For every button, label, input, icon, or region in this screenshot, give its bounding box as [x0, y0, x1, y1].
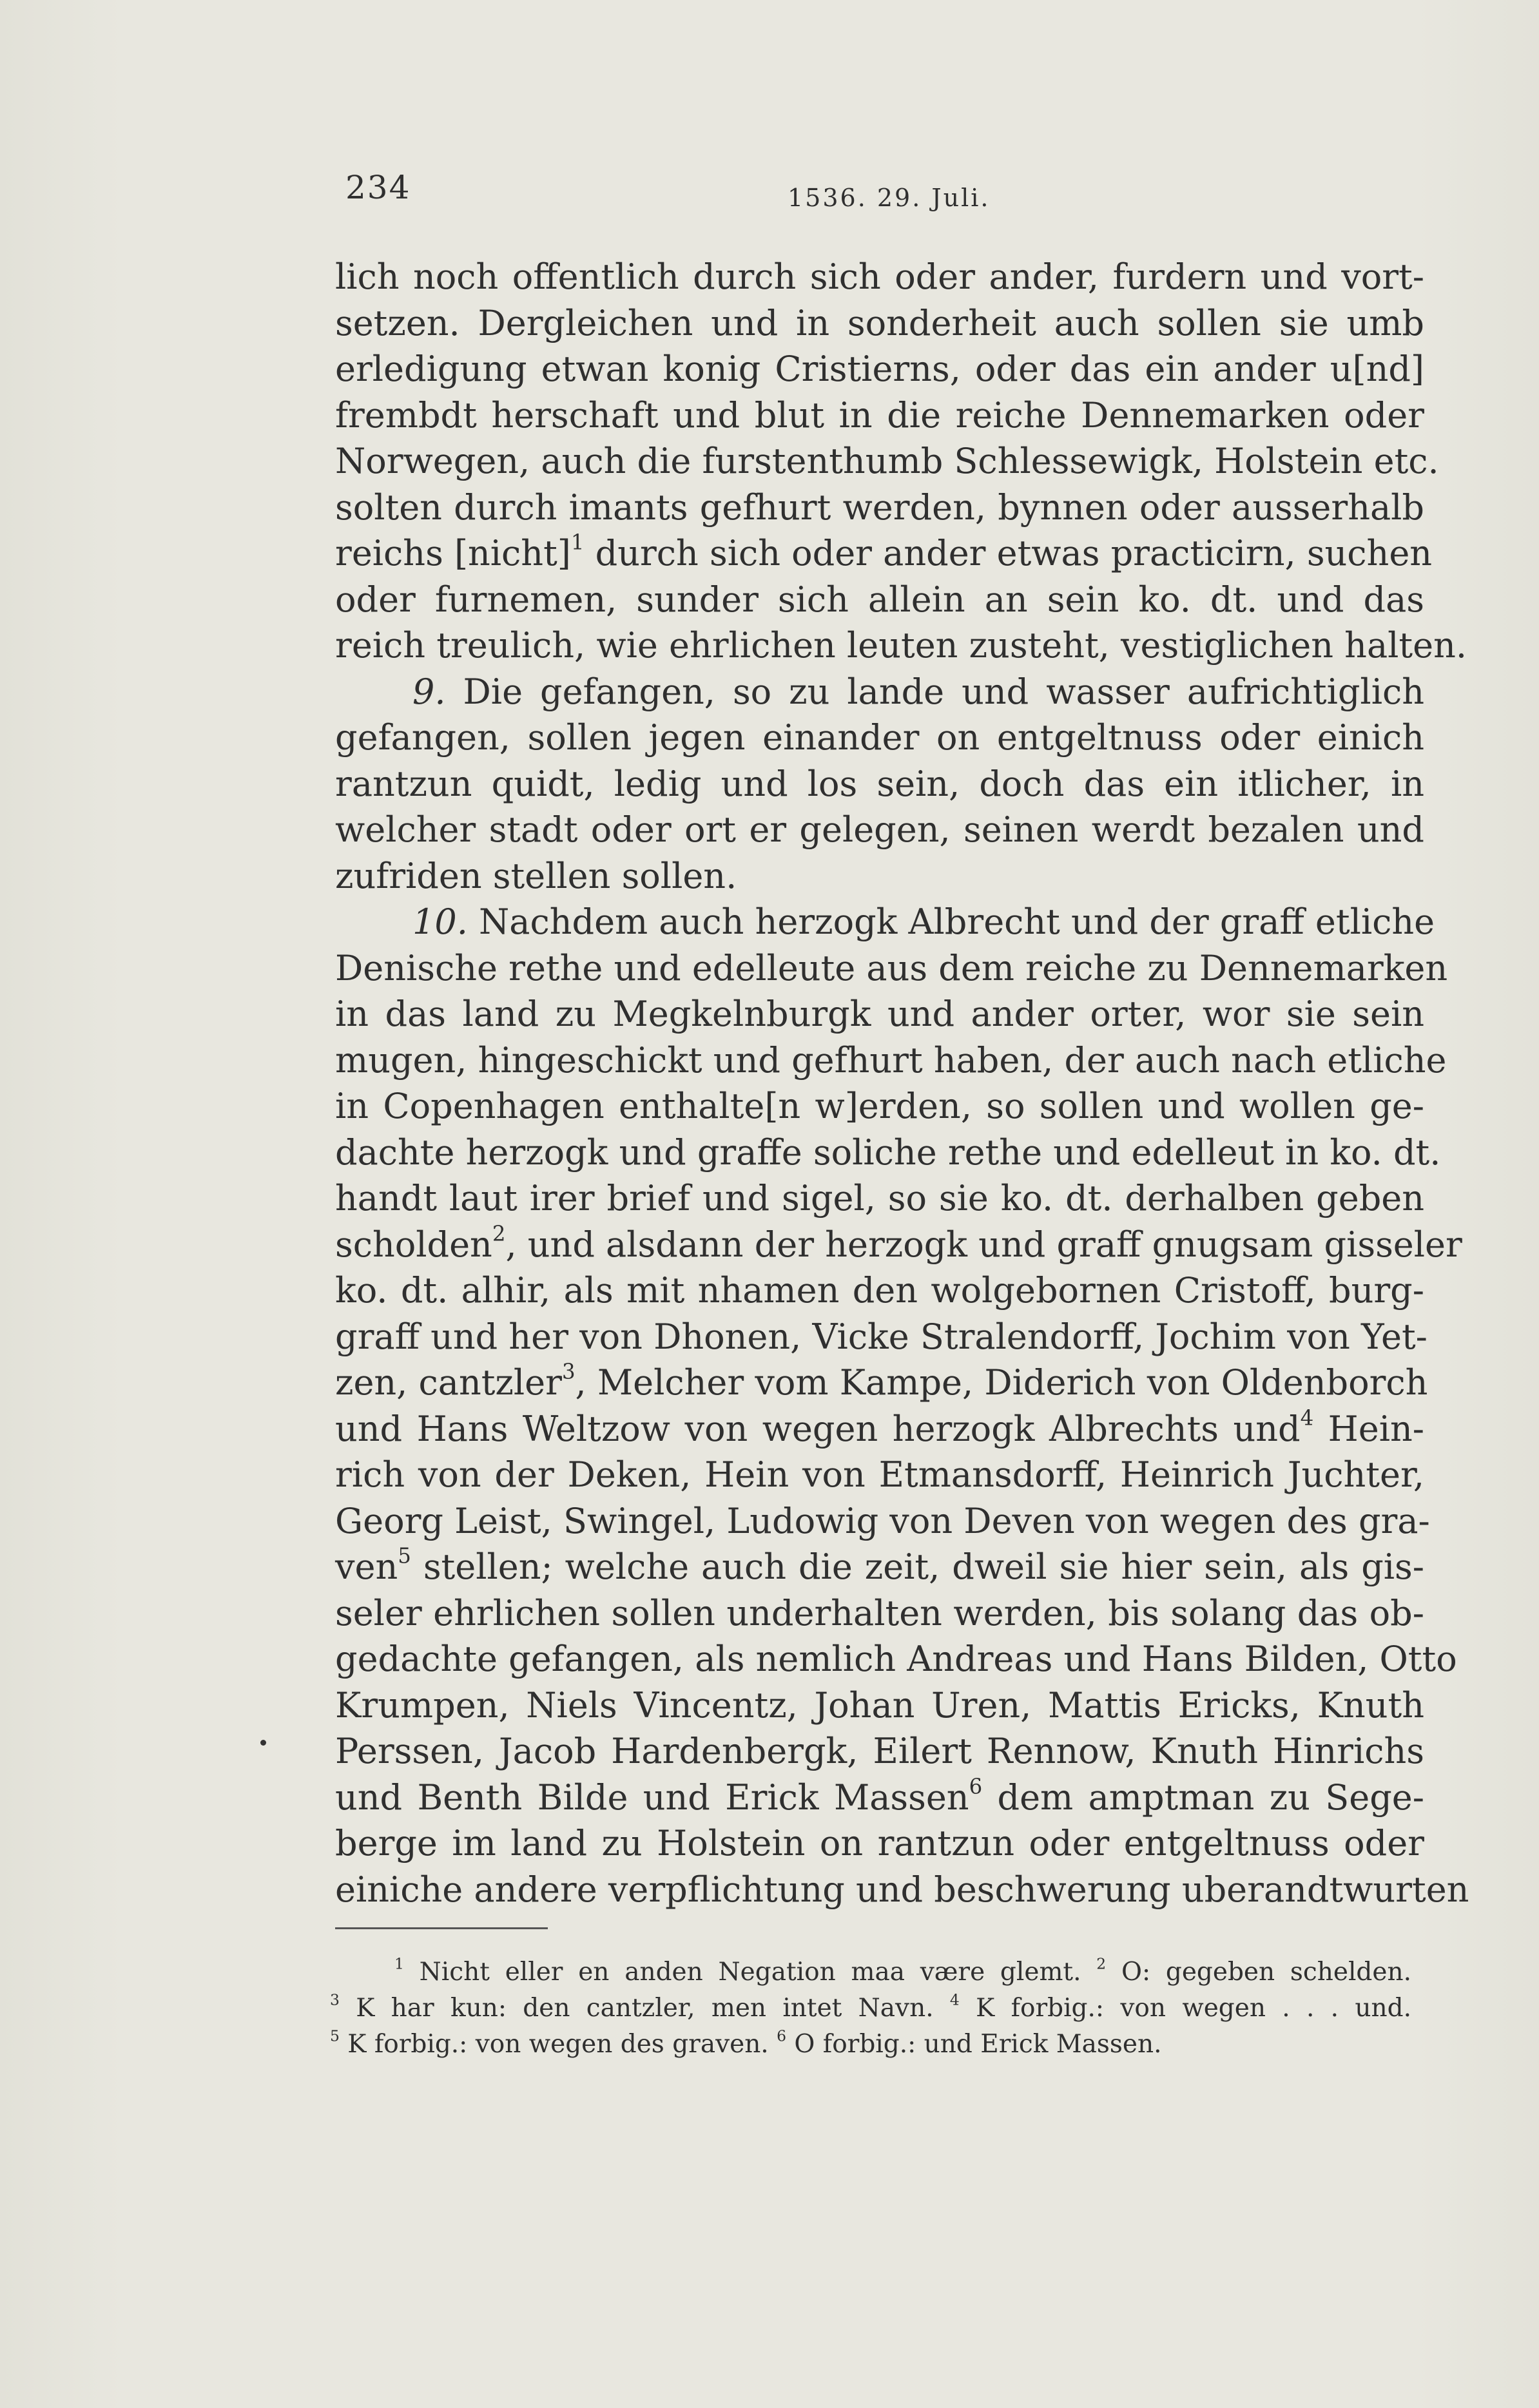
- text-line: Perssen, Jacob Hardenbergk, Eilert Rennow, Knuth Hinrichs: [335, 1731, 1424, 1771]
- running-head: 1536. 29. Juli.: [788, 184, 991, 212]
- text-segment: dem amptman zu Sege-: [982, 1777, 1424, 1818]
- text-line: seler ehrlichen sollen underhalten werden, bis solang das ob-: [335, 1592, 1424, 1633]
- text-line: handt laut irer brief und sigel, so sie ko. dt. derhalben geben: [335, 1178, 1424, 1218]
- text-line: berge im land zu Holstein on rantzun oder entgeltnuss oder: [335, 1823, 1424, 1864]
- footnote-number: 6: [777, 2027, 786, 2045]
- footnote-marker: 5: [398, 1543, 411, 1568]
- footnote-line: [330, 1954, 1411, 1990]
- text-line: erledigung etwan konig Cristierns, oder das ein ander u[nd]: [335, 349, 1424, 389]
- text-line: mugen, hingeschickt und gefhurt haben, der auch nach etliche: [335, 1039, 1447, 1081]
- text-line: [335, 1775, 1424, 1821]
- page-number: 234: [345, 169, 411, 206]
- text-line: [335, 1359, 1428, 1406]
- footnote-marker: 2: [492, 1221, 506, 1246]
- text-line: Georg Leist, Swingel, Ludowig von Deven von wegen des gra-: [335, 1500, 1430, 1541]
- text-line: dachte herzogk und graffe soliche rethe und edelleut in ko. dt.: [335, 1132, 1441, 1173]
- section-number: 9.: [412, 671, 446, 712]
- text-line: ko. dt. alhir, als mit nhamen den wolgebornen Cristoff, burg-: [335, 1270, 1424, 1311]
- section-number: 10.: [412, 901, 468, 942]
- text-segment: , und alsdann der herzogk und graff gnugsam gisseler: [505, 1224, 1462, 1265]
- text-line: welcher stadt oder ort er gelegen, seinen werdt bezalen und: [335, 809, 1424, 850]
- text-line: rich von der Deken, Hein von Etmansdorff, Heinrich Juchter,: [335, 1454, 1424, 1495]
- text-line: Krumpen, Niels Vincentz, Johan Uren, Mattis Ericks, Knuth: [335, 1684, 1424, 1726]
- footnote-text: K har kun: den cantzler, men intet Navn.: [339, 1994, 950, 2023]
- text-segment: Hein-: [1313, 1408, 1424, 1449]
- text-line: [335, 1221, 1462, 1268]
- text-line: einiche andere verpflichtung und beschwerung uberandtwurten: [335, 1869, 1469, 1910]
- text-line: [335, 669, 1424, 715]
- text-segment: reichs [nicht]: [335, 533, 571, 573]
- footnote-line: [330, 1990, 1411, 2027]
- text-segment: und Hans Weltzow von wegen herzogk Albrechts und: [335, 1408, 1301, 1449]
- margin-dot: [260, 1740, 266, 1746]
- footnote-text: O forbig.: und Erick Massen.: [786, 2030, 1162, 2059]
- text-segment: und Benth Bilde und Erick Massen: [335, 1777, 969, 1818]
- text-line: in das land zu Megkelnburgk und ander orter, wor sie sein: [335, 994, 1424, 1034]
- text-segment: Die gefangen, so zu lande und wasser aufrichtiglich: [445, 671, 1424, 712]
- text-line: zufriden stellen sollen.: [335, 855, 737, 896]
- text-line: [335, 899, 1435, 945]
- main-text: [335, 254, 1469, 1912]
- text-line: lich noch offentlich durch sich oder ander, furdern und vort-: [335, 256, 1424, 297]
- text-segment: zen, cantzler: [335, 1362, 562, 1403]
- text-segment: scholden: [335, 1224, 492, 1265]
- text-line: in Copenhagen enthalte[n w]erden, so sollen und wollen ge-: [335, 1086, 1424, 1126]
- text-line: [335, 1544, 1424, 1590]
- text-segment: stellen; welche auch die zeit, dweil sie hier sein, als gis-: [411, 1546, 1424, 1587]
- text-segment: durch sich oder ander etwas practicirn, suchen: [584, 533, 1433, 573]
- footnote-marker: 4: [1300, 1405, 1314, 1430]
- text-line: solten durch imants gefhurt werden, bynnen oder ausserhalb: [335, 486, 1424, 528]
- text-line: reich treulich, wie ehrlichen leuten zusteht, vestiglichen halten.: [335, 625, 1467, 666]
- text-segment: ven: [335, 1546, 398, 1587]
- footnote-text: K forbig.: von wegen . . . und.: [959, 1994, 1411, 2023]
- text-segment: Nachdem auch herzogk Albrecht und der graff etliche: [467, 901, 1435, 942]
- text-line: setzen. Dergleichen und in sonderheit auch sollen sie umb: [335, 302, 1424, 343]
- footnote-number: 4: [949, 1990, 960, 2009]
- footnote-text: Nicht eller en anden Negation maa være glemt.: [403, 1958, 1097, 1987]
- text-line: Denische rethe und edelleute aus dem reiche zu Dennemarken: [335, 947, 1448, 988]
- text-line: [335, 1406, 1424, 1452]
- footnote-marker: 6: [969, 1774, 983, 1799]
- text-line: graff und her von Dhonen, Vicke Stralendorff, Jochim von Yet-: [335, 1316, 1428, 1357]
- text-line: frembdt herschaft und blut in die reiche Dennemarken oder: [335, 394, 1424, 436]
- footnote-marker: 1: [570, 530, 585, 555]
- footnote-marker: 3: [561, 1359, 576, 1384]
- footnote-line: [330, 2027, 1411, 2063]
- footnote-text: O: gegeben schelden.: [1106, 1958, 1411, 1987]
- text-line: gefangen, sollen jegen einander on entgeltnuss oder einich: [335, 717, 1424, 758]
- footnote-number: 1: [394, 1954, 404, 1973]
- footnote-number: 5: [330, 2027, 340, 2045]
- footnote-separator: [335, 1927, 548, 1929]
- footnote-number: 2: [1096, 1954, 1107, 1973]
- footnotes: [330, 1954, 1411, 2063]
- text-line: Norwegen, auch die furstenthumb Schlessewigk, Holstein etc.: [335, 441, 1439, 481]
- text-line: gedachte gefangen, als nemlich Andreas und Hans Bilden, Otto: [335, 1639, 1457, 1679]
- text-segment: , Melcher vom Kampe, Diderich von Oldenborch: [575, 1362, 1428, 1403]
- footnote-number: 3: [330, 1990, 340, 2009]
- text-line: [335, 530, 1433, 577]
- text-line: oder furnemen, sunder sich allein an sein ko. dt. und das: [335, 579, 1424, 620]
- footnote-text: K forbig.: von wegen des graven.: [339, 2030, 777, 2059]
- text-line: rantzun quidt, ledig und los sein, doch das ein itlicher, in: [335, 763, 1424, 804]
